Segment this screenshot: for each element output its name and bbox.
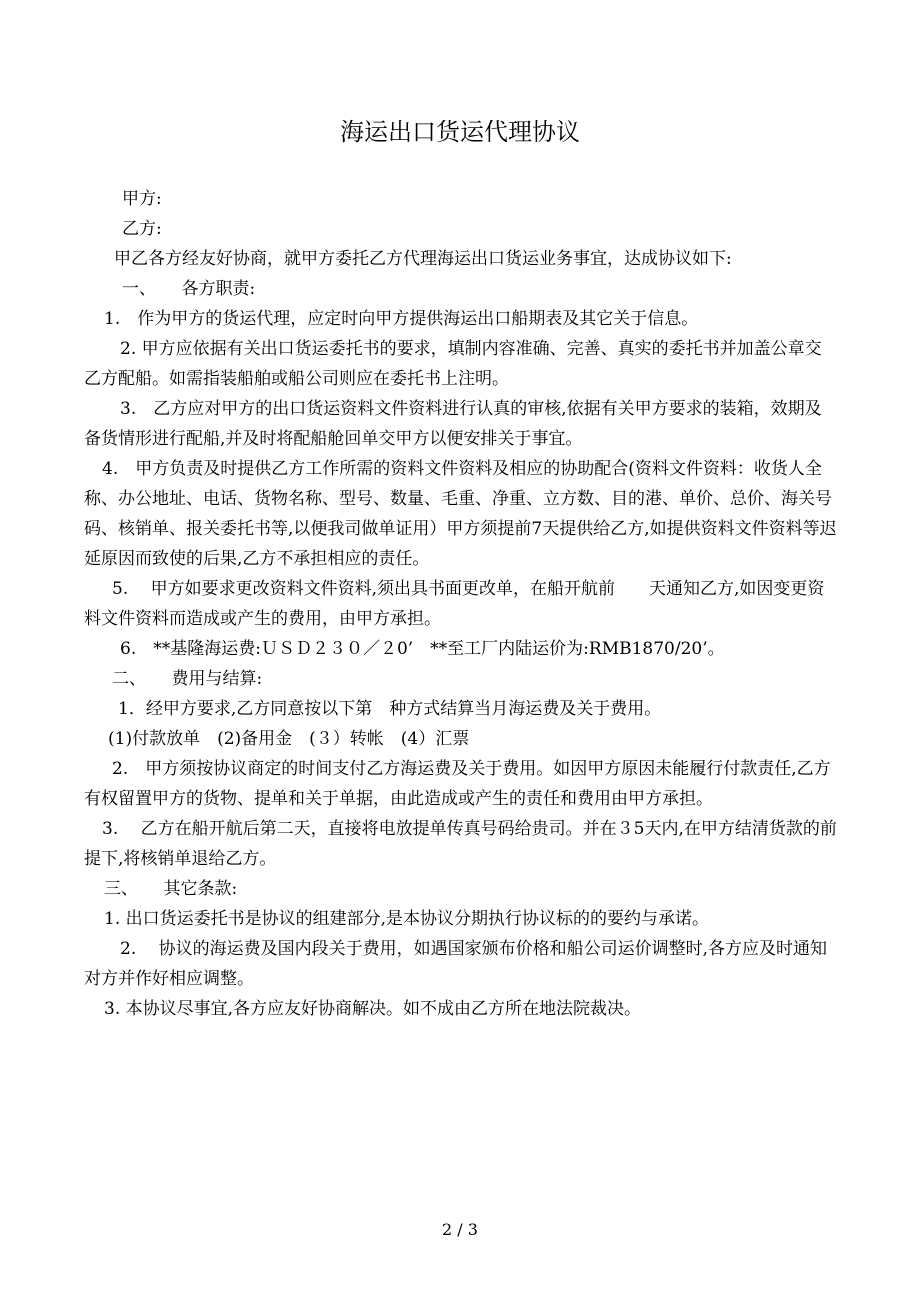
- section-heading-2: 二、 费用与结算:: [112, 669, 263, 689]
- clause-1-3: 3. 乙方应对甲方的出口货运资料文件资料进行认真的审核,依据有关甲方要求的装箱，效期及备货情形进行配船,并及时将配船舱回单交甲方以便安排关于事宜。: [84, 399, 822, 449]
- intro-paragraph: 甲乙各方经友好协商，就甲方委托乙方代理海运出口货运业务事宜，达成协议如下:: [114, 249, 732, 269]
- clause-2-2: 2. 甲方须按协议商定的时间支付乙方海运费及关于费用。如因甲方原因未能履行付款责任,乙方有权留置甲方的货物、提单和关于单据，由此造成或产生的责任和费用由甲方承担。: [84, 759, 831, 809]
- clause-1-2: 2. 甲方应依据有关出口货运委托书的要求，填制内容准确、完善、真实的委托书并加盖公章交乙方配船。如需指装船舶或船公司则应在委托书上注明。: [84, 339, 822, 389]
- clause-3-1: 1. 出口货运委托书是协议的组建部分,是本协议分期执行协议标的的要约与承诺。: [104, 909, 710, 929]
- clause-1-1: 1. 作为甲方的货运代理，应定时向甲方提供海运出口船期表及其它关于信息。: [104, 309, 699, 329]
- document-body: [84, 184, 838, 1024]
- clause-3-3: 3. 本协议尽事宜,各方应友好协商解决。如不成由乙方所在地法院裁决。: [104, 999, 642, 1019]
- section-heading-1: 一、 各方职责:: [122, 279, 256, 299]
- payment-options: (1)付款放单 (2)备用金 (３）转帐 (4）汇票: [108, 729, 470, 749]
- clause-1-6: 6. **基隆海运费:ＵＳＤ２３０／２0’ **至工厂内陆运价为:RMB1870/20’。: [120, 639, 725, 659]
- clause-3-2: 2. 协议的海运费及国内段关于费用，如遇国家颁布价格和船公司运价调整时,各方应及时通知对方并作好相应调整。: [84, 939, 828, 989]
- clause-2-3: 3. 乙方在船开航后第二天，直接将电放提单传真号码给贵司。并在３5天内,在甲方结清货款的前提下,将核销单退给乙方。: [84, 819, 837, 869]
- clause-2-1: 1．经甲方要求,乙方同意按以下第 种方式结算当月海运费及关于费用。: [118, 699, 662, 719]
- clause-1-5: 5. 甲方如要求更改资料文件资料,须出具书面更改单，在船开航前 天通知乙方,如因变更资料文件资料而造成或产生的费用，由甲方承担。: [84, 579, 825, 629]
- document-title: 海运出口货运代理协议: [340, 118, 580, 146]
- page-number: 2 / 3: [442, 1220, 478, 1239]
- section-heading-3: 三、 其它条款:: [104, 879, 238, 899]
- clause-1-4: 4. 甲方负责及时提供乙方工作所需的资料文件资料及相应的协助配合(资料文件资料：收货人全称、办公地址、电话、货物名称、型号、数量、毛重、净重、立方数、目的港、单价、总价、海关号码、核销单、报关委托书等,以便我司做单证用）甲方须提前7天提供给乙方,如提供资料文件资料等迟延原因而致使的后果,乙方不承担相应的责任。: [84, 459, 837, 569]
- party-b-line: 乙方:: [122, 219, 162, 239]
- party-a-line: 甲方:: [122, 189, 162, 209]
